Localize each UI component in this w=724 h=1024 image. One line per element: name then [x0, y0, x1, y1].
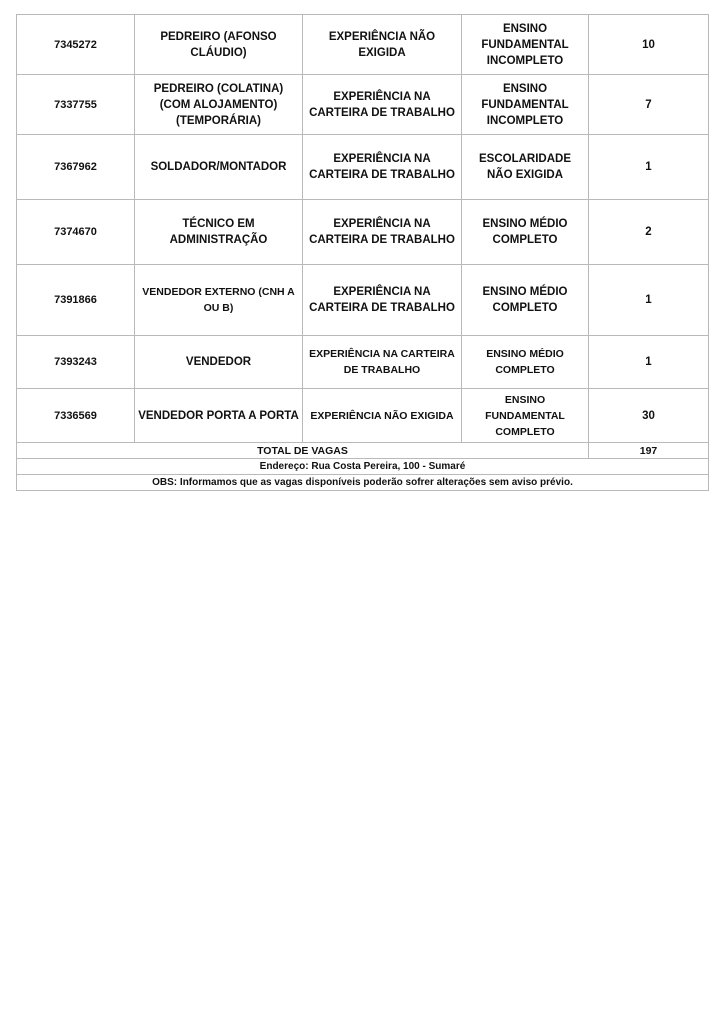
total-label: TOTAL DE VAGAS — [17, 443, 589, 459]
table-row — [17, 75, 709, 135]
job-experience: EXPERIÊNCIA NÃO EXIGIDA — [303, 389, 462, 443]
job-code: 7345272 — [17, 15, 135, 75]
notice-text: OBS: Informamos que as vagas disponíveis poderão sofrer alterações sem aviso prévio. — [17, 475, 709, 491]
job-role: SOLDADOR/MONTADOR — [135, 135, 303, 200]
job-code: 7367962 — [17, 135, 135, 200]
job-role: VENDEDOR EXTERNO (CNH A OU B) — [135, 265, 303, 336]
table-row — [17, 135, 709, 200]
job-experience: EXPERIÊNCIA NA CARTEIRA DE TRABALHO — [303, 200, 462, 265]
table-row — [17, 200, 709, 265]
job-role: PEDREIRO (AFONSO CLÁUDIO) — [135, 15, 303, 75]
job-vacancies: 2 — [589, 200, 709, 265]
job-code: 7391866 — [17, 265, 135, 336]
job-experience: EXPERIÊNCIA NA CARTEIRA DE TRABALHO — [303, 75, 462, 135]
job-education: ENSINO FUNDAMENTAL COMPLETO — [462, 389, 589, 443]
job-experience: EXPERIÊNCIA NA CARTEIRA DE TRABALHO — [303, 336, 462, 389]
total-row — [17, 443, 709, 459]
address-row — [17, 459, 709, 475]
table-row — [17, 15, 709, 75]
job-vacancies: 30 — [589, 389, 709, 443]
address-text: Endereço: Rua Costa Pereira, 100 - Sumaré — [17, 459, 709, 475]
job-role: VENDEDOR — [135, 336, 303, 389]
job-vacancies: 1 — [589, 265, 709, 336]
job-experience: EXPERIÊNCIA NA CARTEIRA DE TRABALHO — [303, 265, 462, 336]
job-code: 7337755 — [17, 75, 135, 135]
table-row — [17, 336, 709, 389]
job-role: VENDEDOR PORTA A PORTA — [135, 389, 303, 443]
table-row — [17, 389, 709, 443]
job-vacancies: 10 — [589, 15, 709, 75]
note-row — [17, 475, 709, 491]
job-code: 7393243 — [17, 336, 135, 389]
job-vacancies: 1 — [589, 135, 709, 200]
job-experience: EXPERIÊNCIA NA CARTEIRA DE TRABALHO — [303, 135, 462, 200]
job-education: ENSINO MÉDIO COMPLETO — [462, 265, 589, 336]
job-vacancies: 1 — [589, 336, 709, 389]
total-value: 197 — [589, 443, 709, 459]
job-role: PEDREIRO (COLATINA) (COM ALOJAMENTO) (TEMPORÁRIA) — [135, 75, 303, 135]
job-education: ENSINO FUNDAMENTAL INCOMPLETO — [462, 75, 589, 135]
job-vacancy-sheet — [16, 14, 708, 491]
job-role: TÉCNICO EM ADMINISTRAÇÃO — [135, 200, 303, 265]
job-code: 7336569 — [17, 389, 135, 443]
job-education: ESCOLARIDADE NÃO EXIGIDA — [462, 135, 589, 200]
job-education: ENSINO MÉDIO COMPLETO — [462, 336, 589, 389]
job-vacancies: 7 — [589, 75, 709, 135]
job-vacancies-table — [16, 14, 709, 491]
job-education: ENSINO FUNDAMENTAL INCOMPLETO — [462, 15, 589, 75]
job-education: ENSINO MÉDIO COMPLETO — [462, 200, 589, 265]
table-row — [17, 265, 709, 336]
job-experience: EXPERIÊNCIA NÃO EXIGIDA — [303, 15, 462, 75]
job-code: 7374670 — [17, 200, 135, 265]
